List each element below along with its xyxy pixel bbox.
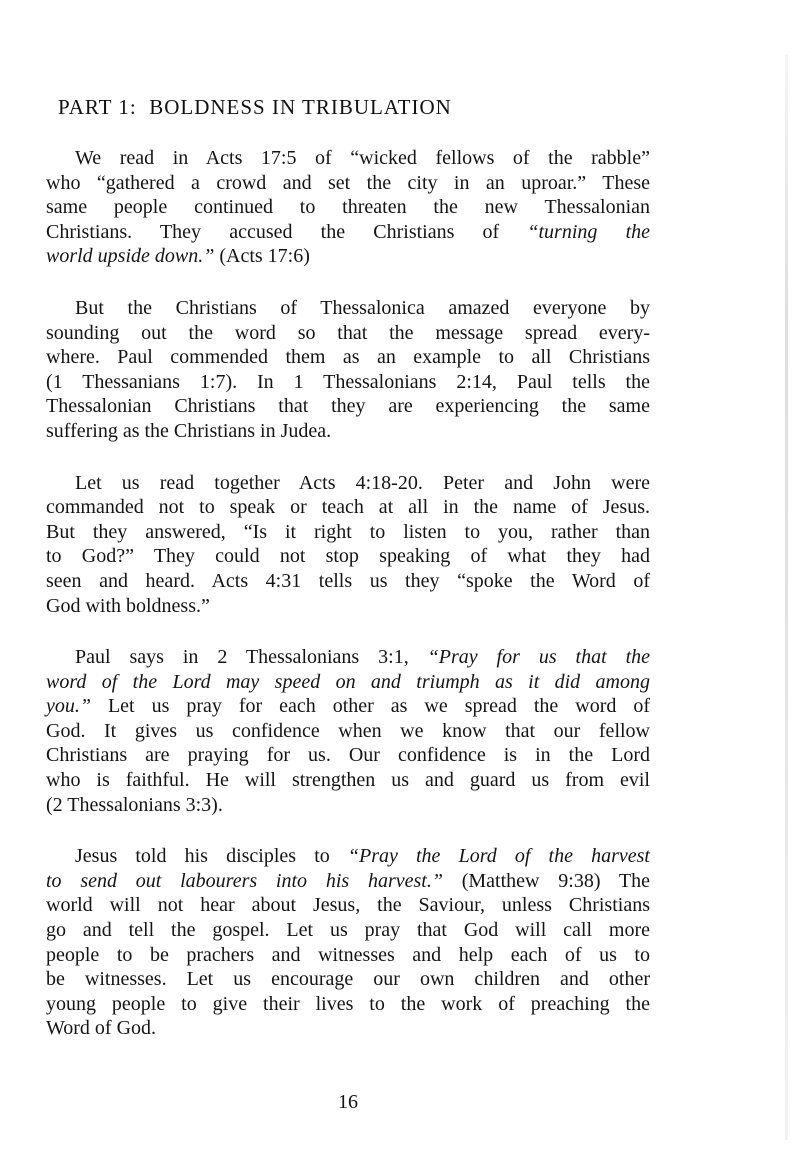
text-run: Christians are praying for us. Our confidence is in the Lord: [46, 744, 650, 767]
italic-text-run: world upside down.”: [46, 245, 215, 268]
text-run: We read in Acts 17:5 of “wicked fellows of the rabble”: [75, 147, 650, 169]
text-run: go and tell the gospel. Let us pray that God will call more: [46, 919, 650, 942]
italic-text-run: word of the Lord may speed on and triumph as it did among: [46, 670, 650, 693]
text-line: [46, 869, 650, 894]
text-run: Thessalonian Christians that they are experiencing the same: [46, 395, 650, 418]
text-line: [46, 844, 650, 869]
text-run: (Matthew 9:38) The: [442, 869, 650, 892]
text-line: [46, 146, 650, 171]
text-run: suffering as the Christians in Judea.: [46, 419, 332, 442]
section-heading: PART 1: BOLDNESS IN TRIBULATION: [58, 95, 452, 119]
text-line: [46, 569, 650, 594]
paragraph: [46, 296, 650, 444]
text-line: [46, 967, 650, 992]
italic-text-run: “turning the: [527, 220, 650, 243]
text-run: to God?” They could not stop speaking of what they had: [46, 545, 650, 568]
text-line: [46, 793, 650, 818]
text-run: commanded not to speak or teach at all in the name of Jesus.: [46, 496, 650, 519]
text-line: [46, 495, 650, 520]
text-line: [46, 321, 650, 346]
text-run: Word of God.: [46, 1017, 157, 1040]
text-line: [46, 918, 650, 943]
text-line: [46, 1016, 650, 1041]
text-run: people to be prachers and witnesses and help each of us to: [46, 943, 650, 966]
text-line: [46, 345, 650, 370]
text-line: [46, 670, 650, 695]
text-block: [46, 146, 650, 1041]
text-line: [46, 768, 650, 793]
text-run: same people continued to threaten the new Thessalonian: [46, 196, 650, 219]
text-line: [46, 394, 650, 419]
text-line: [46, 195, 650, 220]
text-run: young people to give their lives to the work of preaching the: [46, 992, 650, 1015]
paragraph: [46, 471, 650, 619]
scan-artifact-line: [785, 55, 788, 1140]
text-run: (1 Thessanians 1:7). In 1 Thessalonians 2:14, Paul tells the: [46, 370, 650, 393]
italic-text-run: “Pray for us that the: [427, 646, 651, 669]
text-line: [46, 893, 650, 918]
text-line: [46, 296, 650, 321]
text-run: God with boldness.”: [46, 594, 210, 617]
text-run: sounding out the word so that the message spread every-: [46, 321, 650, 344]
text-run: God. It gives us confidence when we know that our fellow: [46, 719, 650, 742]
page-content: [46, 95, 650, 1115]
text-run: But the Christians of Thessalonica amazed everyone by: [75, 296, 650, 319]
text-line: [46, 244, 650, 269]
text-run: But they answered, “Is it right to listen to you, rather than: [46, 520, 650, 543]
text-line: [46, 220, 650, 245]
text-run: Paul says in 2 Thessalonians 3:1,: [75, 646, 428, 669]
text-line: [46, 544, 650, 569]
text-run: Jesus told his disciples to: [75, 845, 348, 868]
italic-text-run: “Pray the Lord of the harvest: [347, 845, 650, 868]
text-line: [46, 645, 650, 670]
text-run: who is faithful. He will strengthen us and guard us from evil: [46, 769, 650, 792]
text-line: [46, 694, 650, 719]
text-line: [46, 992, 650, 1017]
text-run: Let us read together Acts 4:18-20. Peter and John were: [75, 471, 650, 494]
text-line: [46, 471, 650, 496]
text-line: [46, 594, 650, 619]
paragraph: [46, 146, 650, 269]
text-line: [46, 171, 650, 196]
text-line: [46, 520, 650, 545]
text-line: [46, 943, 650, 968]
text-line: [46, 419, 650, 444]
text-run: be witnesses. Let us encourage our own children and other: [46, 968, 650, 991]
text-run: world will not hear about Jesus, the Saviour, unless Christians: [46, 894, 650, 917]
paragraph: [46, 645, 650, 817]
text-line: [46, 719, 650, 744]
page-number: 16: [338, 1091, 358, 1113]
text-line: [46, 370, 650, 395]
italic-text-run: to send out labourers into his harvest.”: [46, 869, 443, 892]
text-line: [46, 743, 650, 768]
italic-text-run: you.”: [46, 695, 91, 718]
paragraph: [46, 844, 650, 1041]
text-run: Let us pray for each other as we spread the word of: [91, 695, 650, 718]
text-run: who “gathered a crowd and set the city in an uproar.” These: [46, 171, 650, 194]
text-run: seen and heard. Acts 4:31 tells us they “spoke the Word of: [46, 569, 650, 592]
text-run: Christians. They accused the Christians of: [46, 220, 528, 243]
text-run: (Acts 17:6): [214, 245, 310, 268]
text-run: (2 Thessalonians 3:3).: [46, 793, 223, 816]
text-run: where. Paul commended them as an example to all Christians: [46, 346, 650, 369]
